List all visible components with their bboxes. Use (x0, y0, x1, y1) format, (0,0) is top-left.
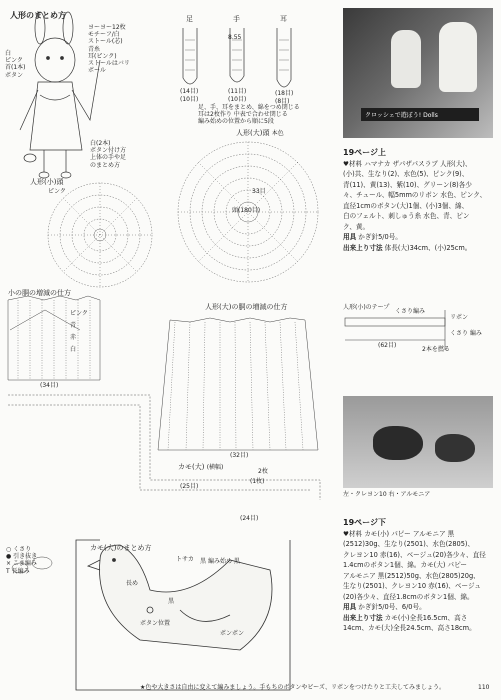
small-body-count: (34目) (40, 382, 59, 389)
small-body-chart (8, 296, 100, 380)
instructions-top-ref: 19ページ上 (343, 148, 386, 157)
small-body-side-3: 白 (70, 346, 77, 353)
tape-label-0: くさり編み (395, 308, 426, 315)
part-ear-size-1: (8目) (275, 98, 290, 105)
doll-assembly-notes: ヨーヨー12枚 モチーフ/白 ストール(芯) 青糸 耳(ピンク) ストールはバリ ボール (88, 24, 130, 75)
small-body-side-0: ピンク (70, 310, 88, 317)
large-head-center-label: 頭(180目) (232, 207, 261, 214)
small-body-side-2: 赤 (70, 334, 77, 341)
hen-note-3: 長め (126, 580, 139, 587)
small-body-side-1: 青 (70, 322, 77, 329)
dolls-photo-caption: クロッシェで遊ぼう! Dolls (361, 108, 479, 121)
doll-large-shape (439, 22, 477, 92)
small-head-circle (48, 183, 152, 287)
instructions-bottom-ref: 19ページ下 (343, 518, 386, 527)
tape-label-4: 2本を撚る (422, 346, 450, 353)
stitch-legend: ○ くさり ● 引き抜き × こま編み T 長編み (6, 546, 38, 575)
part-hand-size-1: (11目) (228, 88, 247, 95)
doll-small-shape (391, 30, 421, 88)
doll-assembly-bottom-notes: 白(2本) ボタン付け方 上体の手や足 のまとめ方 (90, 140, 127, 169)
small-head-color: ピンク (48, 188, 66, 195)
large-body-chart (158, 318, 318, 450)
hen-large-count-0: 2枚 (258, 468, 268, 475)
dolls-photo (343, 8, 493, 138)
small-body-title: 小の胴の増減の仕方 (8, 289, 71, 297)
part-hand-size-0: 8.55 (228, 34, 242, 41)
part-hand-label: 手 (233, 15, 240, 23)
instructions-bottom: 19ページ下 ♥材料 カモ(小) パピー アルモニア 黒 (2512)30g、生なり(2501)、水色(2805)、 クレヨン10 赤(16)、ベージュ(20)各少々、直径 1.4cmのボタン1個、綿。カモ(大) パピー アルモニア 黒(2512)50g、水色(2805)20g、 生なり(2501)、クレヨン10 赤(16)、ベージュ (20)各少々、直径1.8cmのボタン1個、綿。 用具 かぎ針5/0号、6/0号。 出来上り寸法 カモ(小)全長16.5cm、高さ 14cm、カモ(大)全長24.5cm、高さ18cm。 (343, 518, 495, 634)
hen-assembly-title: カモ(大)のまとめ方 (90, 544, 152, 552)
part-ear-label: 耳 (280, 15, 287, 23)
hen-small-shape (435, 434, 475, 462)
hens-photo-caption: 左・クレヨン10 右・アルモニア (343, 491, 431, 498)
tape-label-2: くさり 編み (450, 330, 482, 337)
doll-assembly-title: 人形のまとめ方 (10, 11, 66, 20)
tape-label-1: リボン (450, 314, 469, 321)
part-foot-size-1: (10目) (180, 96, 199, 103)
page-number: 110 (478, 684, 490, 691)
large-head-row-note: 33目 (252, 188, 266, 195)
hen-assembly-notes: 黒 編み始め 黒 (200, 558, 240, 565)
small-head-title: 人形(小)頭 (30, 178, 64, 186)
part-foot-size-0: (14目) (180, 88, 199, 95)
parts-notes: 足、手、耳をまとめ、綿をつめ閉じる 耳は2枚作り 中表で合わせ閉じる 編み始めの位置から順に5段 (198, 104, 300, 126)
hen-large-count-1: (1枚) (250, 478, 265, 485)
hen-large-count-2: (25目) (180, 483, 199, 490)
tape-title: 人形(小)のテープ (343, 304, 390, 311)
large-body-title: 人形(大)の胴の増減の仕方 (205, 303, 288, 311)
part-foot-label: 足 (186, 15, 193, 23)
hen-beak-label: トサカ (176, 556, 194, 563)
hen-note-4: 黒 (168, 598, 175, 605)
part-ear-size-0: (18目) (275, 90, 294, 97)
hen-large-count-3: (24目) (240, 515, 259, 522)
part-hand-size-2: (10目) (228, 96, 247, 103)
tape-label-3: (62目) (378, 342, 397, 349)
hen-large-shape (373, 426, 423, 460)
hen-note-6: ボンボン (220, 630, 245, 637)
large-head-title: 人形(大)頭 本色 (236, 129, 284, 137)
footer-note: ★色や大きさは自由に変えて編みましょう。手もちのボタンやビーズ、リボンをつけたりと工夫してみましょう。 (140, 684, 446, 691)
instructions-top: 19ページ上 ♥材料 ハマナカ ザパザパスラブ 人形(大)、 (小)共、生なり(2)、水色(5)、ピンク(9)、 青(11)、黄(13)、紫(10)、グリーン(8)各少 々、チュール、幅5mmのリボン 水色、ピンク、 直径1cmのボタン(大)1個、(小)3個、綿、 白のフェルト、刺しゅう糸 水色、青、ピン ク、黄。 用具 かぎ針5/0号。 出来上り寸法 体長(大)34cm、(小)25cm。 (343, 148, 493, 253)
hen-large-title: カモ(大) (横幅) (178, 463, 224, 471)
edging-pattern (8, 395, 320, 500)
doll-assembly-left-notes: 白 ピンク 首(1本) ボタン (5, 50, 26, 79)
hen-note-5: ボタン位置 (140, 620, 171, 627)
large-body-count: (32目) (230, 452, 249, 459)
hens-photo (343, 396, 493, 488)
